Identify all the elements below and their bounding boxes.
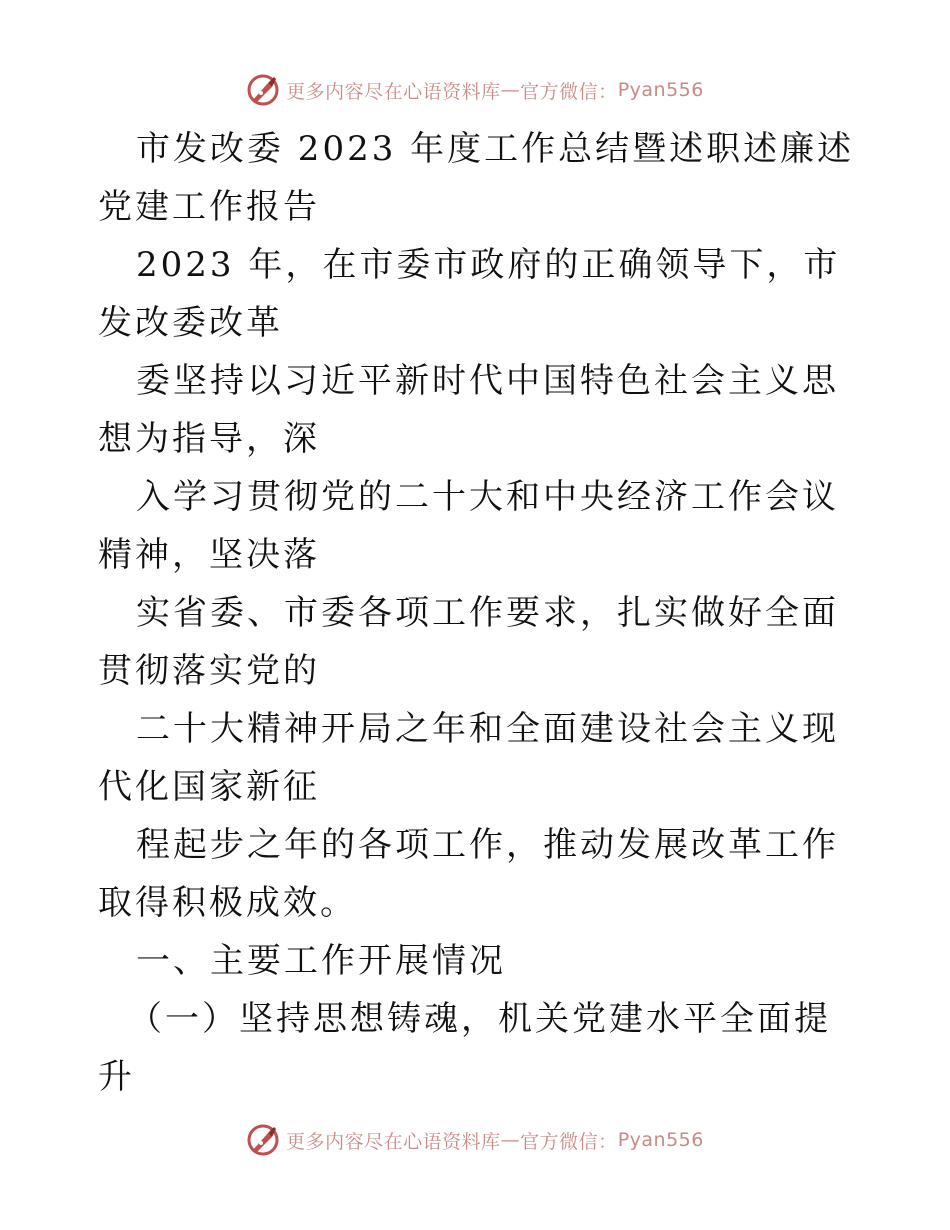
watermark-text: 更多内容尽在心语资料库 [286,80,501,103]
body-paragraph-6: 程起步之年的各项工作，推动发展改革工作取得积极成效。 [98,825,839,923]
section-heading: 一、主要工作开展情况 [136,941,506,981]
watermark-text: 更多内容尽在心语资料库 [286,1130,501,1153]
body-paragraph-3: 入学习贯彻党的二十大和中央经济工作会议精神，坚决落 [98,477,839,575]
pen-nib-icon [246,73,280,107]
watermark-official-label: 官方微信： [520,80,618,103]
watermark-account: Pyan556 [617,79,704,101]
pen-nib-icon [246,1123,280,1157]
document-title: 市发改委 2023 年度工作总结暨述职述廉述党建工作报告 [98,129,855,227]
document-body [98,120,858,1106]
body-paragraph-5: 二十大精神开局之年和全面建设社会主义现代化国家新征 [98,709,839,807]
body-paragraph-1: 2023 年，在市委市政府的正确领导下，市发改委改革 [98,245,841,343]
watermark-official-label: 官方微信： [520,1130,618,1153]
watermark-header [0,70,950,110]
watermark-account: Pyan556 [617,1129,704,1151]
watermark-separator: — [500,1129,521,1151]
body-paragraph-2: 委坚持以习近平新时代中国特色社会主义思想为指导，深 [98,361,839,459]
watermark-footer [0,1120,950,1160]
subsection-heading: （一）坚持思想铸魂，机关党建水平全面提升 [98,999,831,1097]
body-paragraph-4: 实省委、市委各项工作要求，扎实做好全面贯彻落实党的 [98,593,839,691]
watermark-separator: — [500,79,521,101]
